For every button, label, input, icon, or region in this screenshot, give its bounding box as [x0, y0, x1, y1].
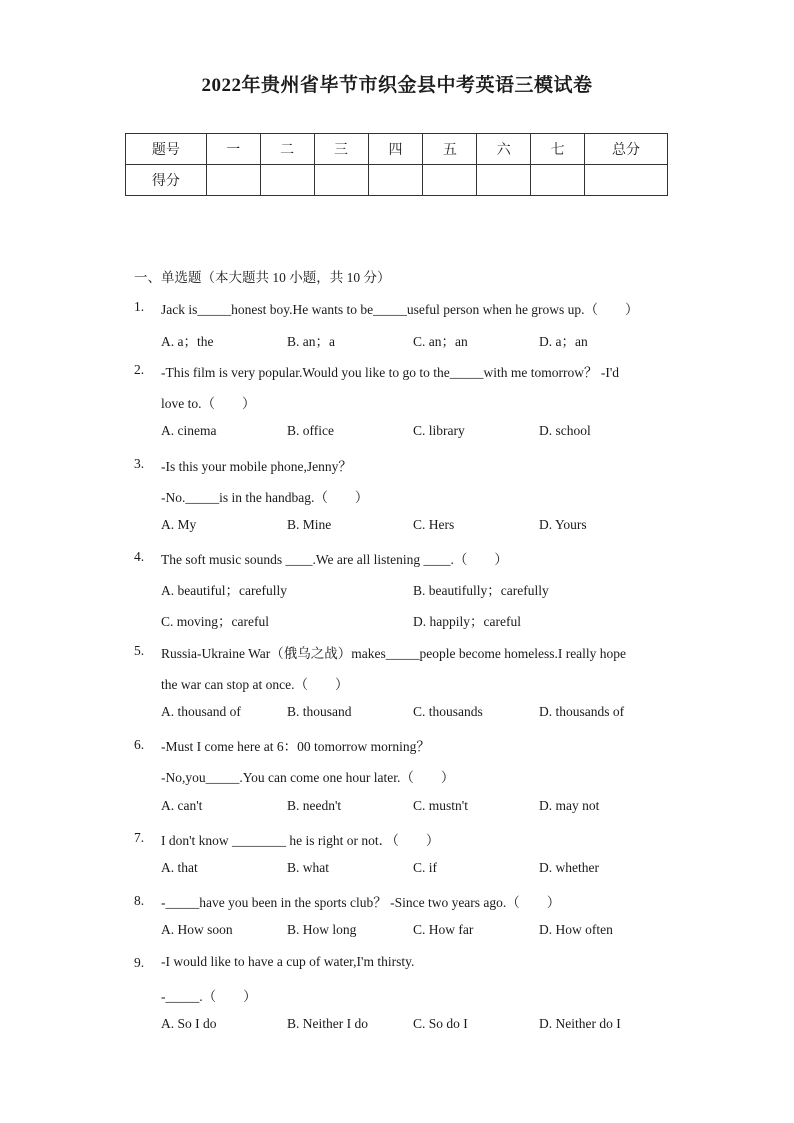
question-text: -Is this your mobile phone,Jenny？: [161, 459, 352, 474]
option-d: D. How often: [539, 922, 613, 937]
option-a: A. that: [161, 860, 198, 875]
score-table-header-row: [126, 134, 668, 165]
option-d: D. whether: [539, 860, 599, 875]
option-b: B. How long: [287, 922, 357, 937]
option-d: D. Neither do I: [539, 1016, 621, 1031]
question-text: -No._____is in the handbag.（ ）: [161, 490, 369, 505]
score-cell: [260, 165, 314, 196]
option-b: B. thousand: [287, 704, 352, 719]
option-d: D. may not: [539, 798, 600, 813]
question-number: 5.: [134, 643, 145, 658]
option-c: C. an；an: [413, 334, 468, 349]
score-header-cell: 二: [260, 134, 314, 165]
question-number: 7.: [134, 830, 145, 845]
option-a: A. thousand of: [161, 704, 241, 719]
option-a: A. cinema: [161, 423, 217, 438]
option-b: B. an；a: [287, 334, 335, 349]
score-header-cell: 三: [314, 134, 368, 165]
option-a: A. So I do: [161, 1016, 217, 1031]
option-d: D. Yours: [539, 517, 587, 532]
option-c: C. if: [413, 860, 438, 875]
score-header-cell: 五: [423, 134, 477, 165]
option-b: B. needn't: [287, 798, 342, 813]
score-table: [125, 133, 668, 196]
question-number: 2.: [134, 362, 145, 377]
option-b: B. beautifully；carefully: [413, 583, 549, 598]
score-cell: [423, 165, 477, 196]
score-cell: [368, 165, 423, 196]
question-text: -No,you_____.You can come one hour later.（ ）: [161, 770, 455, 785]
option-b: B. Mine: [287, 517, 332, 532]
option-a: A. beautiful；carefully: [161, 583, 287, 598]
option-d: D. school: [539, 423, 591, 438]
question-text: Jack is_____honest boy.He wants to be_____useful person when he grows up.（ ）: [161, 302, 639, 317]
option-a: A. How soon: [161, 922, 233, 937]
option-a: A. My: [161, 517, 197, 532]
option-a: A. a；the: [161, 334, 214, 349]
question-text: I don't know ________ he is right or not．（ ）: [161, 833, 440, 848]
option-d: D. a；an: [539, 334, 588, 349]
question-text: -_____have you been in the sports club？ -Since two years ago.（ ）: [161, 895, 561, 910]
option-b: B. office: [287, 423, 334, 438]
score-row-label: 得分: [126, 165, 207, 196]
option-d: D. thousands of: [539, 704, 625, 719]
question-number: 1.: [134, 299, 145, 314]
question-text: love to.（ ）: [161, 396, 256, 411]
option-b: B. Neither I do: [287, 1016, 368, 1031]
option-c: C. So do I: [413, 1016, 468, 1031]
section-title: 一、单选题（本大题共 10 小题，共 10 分）: [134, 270, 391, 285]
question-text: -_____.（ ）: [161, 989, 257, 1004]
question-text: -I would like to have a cup of water,I'm thirsty.: [161, 954, 415, 969]
score-header-cell: 六: [477, 134, 531, 165]
question-number: 4.: [134, 549, 145, 564]
question-text: -Must I come here at 6：00 tomorrow morning？: [161, 739, 430, 754]
page-title: 2022年贵州省毕节市织金县中考英语三模试卷: [201, 75, 593, 96]
option-c: C. Hers: [413, 517, 455, 532]
question-text: the war can stop at once.（ ）: [161, 677, 349, 692]
score-cell: [477, 165, 531, 196]
score-header-cell: 一: [206, 134, 260, 165]
score-cell: [585, 165, 668, 196]
question-number: 9.: [134, 955, 145, 970]
option-c: C. How far: [413, 922, 474, 937]
question-text: -This film is very popular.Would you like to go to the_____with me tomorrow？ -I'd: [161, 365, 620, 380]
option-c: C. thousands: [413, 704, 483, 719]
question-number: 6.: [134, 737, 145, 752]
question-number: 8.: [134, 893, 145, 908]
question-text: Russia-Ukraine War（俄乌之战）makes_____people become homeless.I really hope: [161, 646, 627, 661]
score-cell: [531, 165, 585, 196]
score-table-score-row: [126, 165, 668, 196]
score-header-cell: 七: [531, 134, 585, 165]
score-header-cell: 四: [368, 134, 423, 165]
option-d: D. happily；careful: [413, 614, 521, 629]
option-b: B. what: [287, 860, 329, 875]
score-cell: [206, 165, 260, 196]
option-c: C. library: [413, 423, 465, 438]
option-c: C. mustn't: [413, 798, 468, 813]
score-header-cell: 总分: [585, 134, 668, 165]
score-cell: [314, 165, 368, 196]
score-header-cell: 题号: [126, 134, 207, 165]
option-c: C. moving；careful: [161, 614, 269, 629]
option-a: A. can't: [161, 798, 203, 813]
question-number: 3.: [134, 456, 145, 471]
question-text: The soft music sounds ____.We are all listening ____.（ ）: [161, 552, 508, 567]
